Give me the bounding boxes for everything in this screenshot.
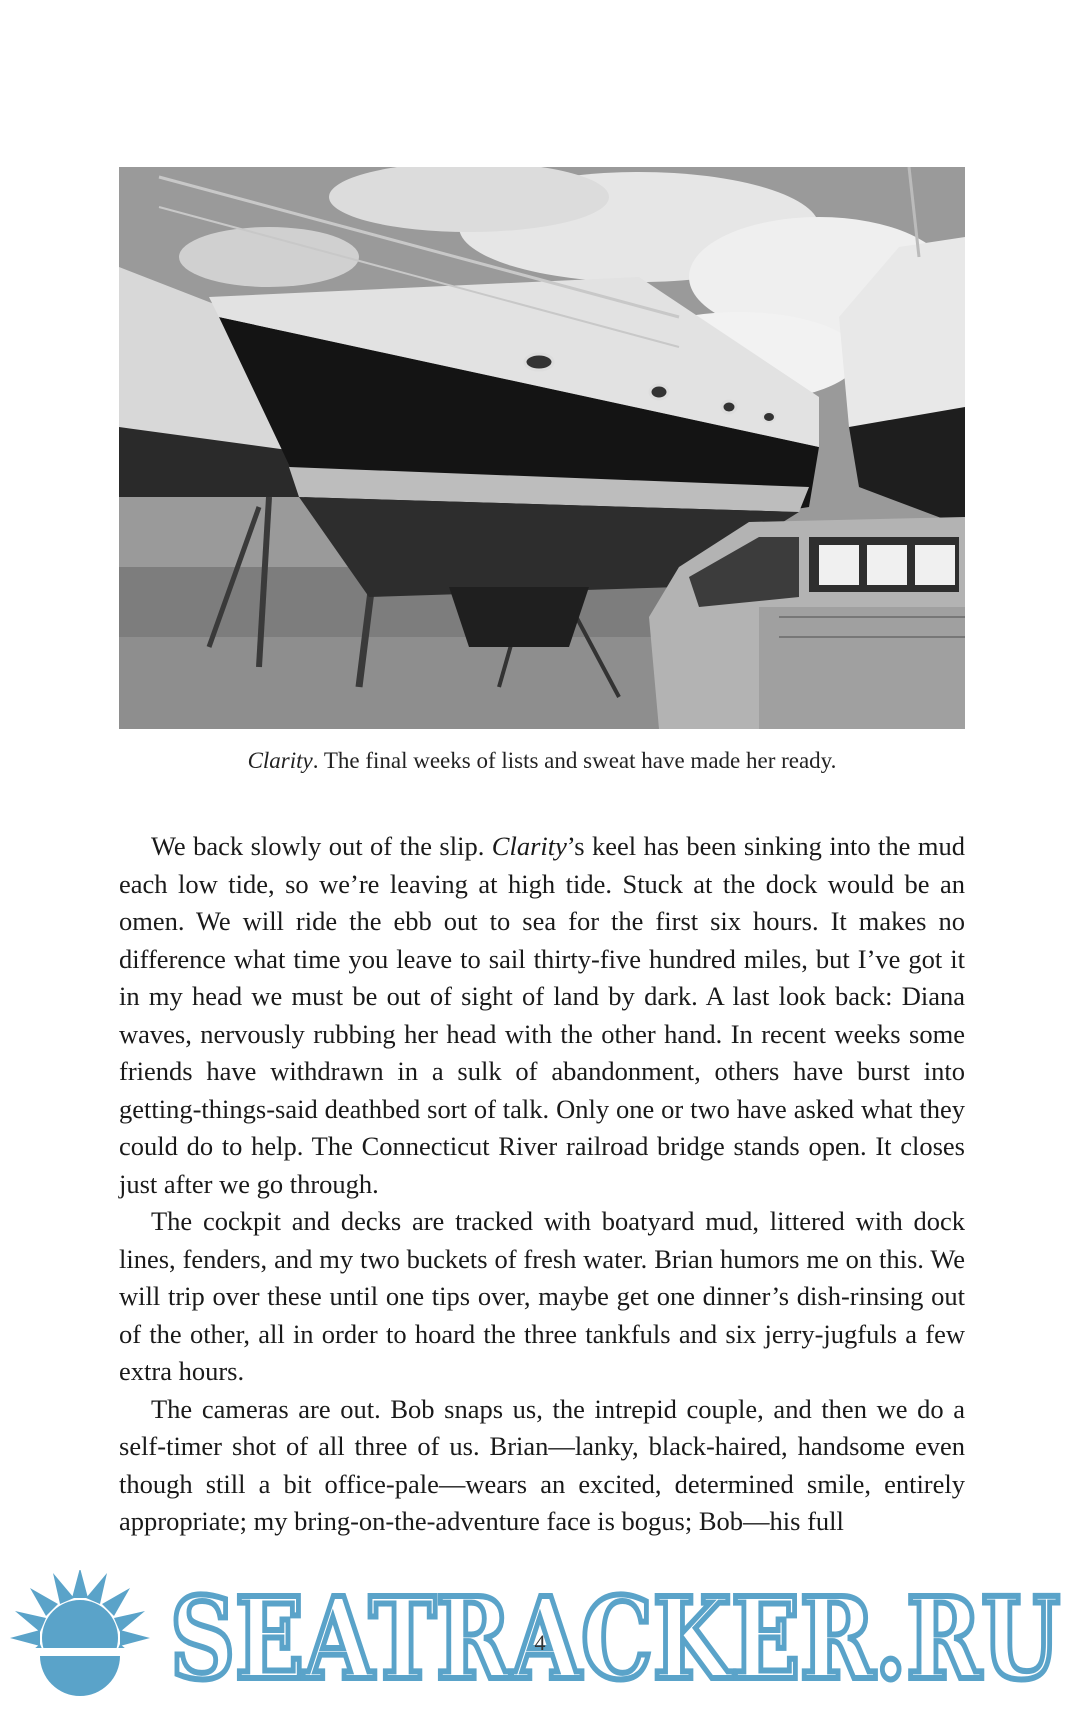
watermark-text: SEATRACKER.RU [170,1574,1060,1700]
paragraph-2: The cockpit and decks are tracked with boatyard mud, littered with dock lines, fenders, and my two buckets of fresh water. Brian humors me on this. We will trip over these until one tips over, maybe get one dinner’s dish-rinsing out of the other, all in order to hoard the three tankfuls and six jerry-jugfuls a few extra hours. [119,1206,965,1386]
paragraph-1-start: We back slowly out of the slip. [151,831,492,861]
page-number: 4 [534,1630,546,1655]
photo-illustration [119,167,965,729]
caption-boat-name: Clarity [247,748,313,773]
caption-text: . The final weeks of lists and sweat have made her ready. [312,748,837,773]
photo-caption [119,748,965,774]
body-text [119,828,965,1541]
paragraph-1-rest: ’s keel has been sinking into the mud each low tide, so we’re leaving at high tide. Stuck at the dock would be an omen. We will ride the ebb out to sea for the first six hours. It makes no difference what time you leave to sail thirty-five hundred miles, but I’ve got it in my head we must be out of sight of land by dark. A last look back: Diana waves, nervously rubbing her head with the other hand. In recent weeks some friends have withdrawn in a sulk of abandonment, others have burst into getting-things-said deathbed sort of talk. Only one or two have asked what they could do to help. The Connecticut River railroad bridge stands open. It closes just after we go through. [119,831,965,1199]
paragraph-3: The cameras are out. Bob snaps us, the intrepid couple, and then we do a self-timer shot of all three of us. Brian—lanky, black-haired, handsome even though still a bit office-pale—wears an excited, determined smile, entirely appropriate; my bring-on-the-adventure face is bogus; Bob—his full [119,1393,965,1536]
paragraph-1-boat-name: Clarity [491,831,567,861]
paragraph-1 [119,828,965,1203]
boat-on-stands-photo [119,167,965,729]
